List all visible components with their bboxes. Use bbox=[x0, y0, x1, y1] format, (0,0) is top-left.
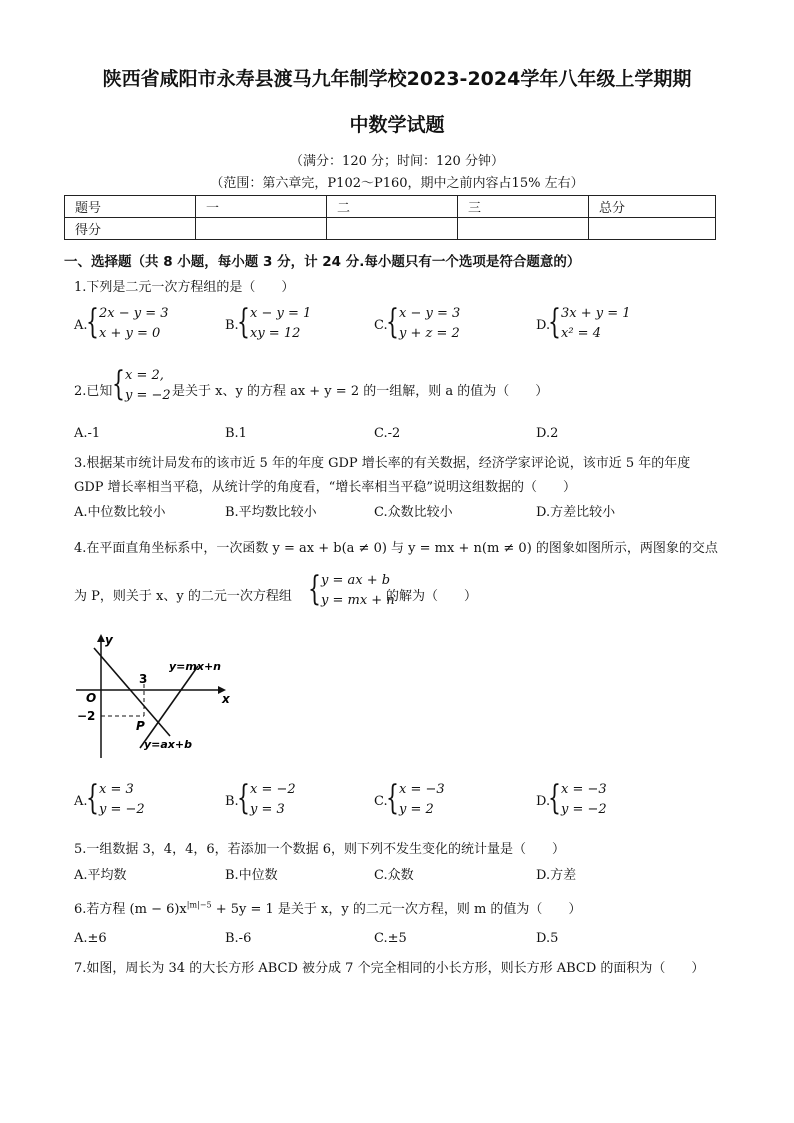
score-input-cell[interactable] bbox=[196, 218, 327, 240]
q4-option-a-label: A. bbox=[74, 794, 88, 809]
question-4-suffix: 的解为（ ） bbox=[386, 589, 478, 604]
y-axis-label: y bbox=[105, 633, 113, 647]
q3-option-a: A.中位数比较小 bbox=[74, 505, 166, 520]
question-2-suffix: 是关于 x、y 的方程 ax + y = 2 的一组解，则 a 的值为（ ） bbox=[172, 384, 549, 399]
q2-option-c: C.-2 bbox=[374, 426, 401, 441]
question-3-line1: 3.根据某市统计局发布的该市近 5 年的年度 GDP 增长率的有关数据，经济学家评论说，该市近 5 年的年度 bbox=[74, 456, 691, 471]
q1-option-c-label: C. bbox=[374, 318, 388, 333]
q5-option-b: B.中位数 bbox=[225, 868, 278, 883]
q3-option-c: C.众数比较小 bbox=[374, 505, 453, 520]
score-input-cell[interactable] bbox=[327, 218, 458, 240]
line-label-mx-n: y=mx+n bbox=[169, 660, 221, 673]
q2-option-b: B.1 bbox=[225, 426, 247, 441]
q3-option-b: B.平均数比较小 bbox=[225, 505, 317, 520]
q5-option-a: A.平均数 bbox=[74, 868, 127, 883]
q5-option-c: C.众数 bbox=[374, 868, 414, 883]
question-3-line2: GDP 增长率相当平稳，从统计学的角度看，“增长率相当平稳”说明这组数据的（ ） bbox=[74, 480, 576, 495]
q6-option-c: C.±5 bbox=[374, 931, 407, 946]
q6-exponent: |m|−5 bbox=[186, 900, 212, 910]
q6-option-d: D.5 bbox=[536, 931, 559, 946]
line-label-ax-b: y=ax+b bbox=[144, 738, 192, 751]
q2-option-a: A.-1 bbox=[74, 426, 101, 441]
page-title-line1: 陕西省咸阳市永寿县渡马九年制学校2023-2024学年八年级上学期期 bbox=[102, 68, 692, 90]
q4-option-b-label: B. bbox=[225, 794, 239, 809]
q4-option-c-label: C. bbox=[374, 794, 388, 809]
table-cell: 题号 bbox=[65, 196, 196, 218]
y-axis-arrow-icon bbox=[97, 634, 105, 642]
q2-option-d: D.2 bbox=[536, 426, 559, 441]
section-heading: 一、选择题（共 8 小题，每小题 3 分，计 24 分.每小题只有一个选项是符合题意的） bbox=[64, 254, 581, 270]
question-2-prefix: 2.已知 bbox=[74, 384, 113, 399]
question-1-stem: 1.下列是二元一次方程组的是（ ） bbox=[74, 280, 295, 295]
q4-option-d-label: D. bbox=[536, 794, 551, 809]
page-title-line2: 中数学试题 bbox=[349, 114, 445, 136]
q6-option-a: A.±6 bbox=[74, 931, 107, 946]
question-4-line1: 4.在平面直角坐标系中，一次函数 y = ax + b(a ≠ 0) 与 y = mx + n(m ≠ 0) 的图象如图所示，两图象的交点 bbox=[74, 541, 718, 556]
table-cell: 一 bbox=[196, 196, 327, 218]
q5-option-d: D.方差 bbox=[536, 868, 577, 883]
origin-label: O bbox=[86, 691, 97, 705]
q4-graph bbox=[74, 630, 234, 765]
score-input-cell[interactable] bbox=[589, 218, 716, 240]
question-4-prefix: 为 P，则关于 x、y 的二元一次方程组 bbox=[74, 589, 292, 604]
score-table-header-row bbox=[65, 196, 716, 218]
x-axis-label: x bbox=[222, 692, 230, 706]
score-input-cell[interactable] bbox=[458, 218, 589, 240]
table-cell: 三 bbox=[458, 196, 589, 218]
score-table-score-row bbox=[65, 218, 716, 240]
score-table bbox=[64, 195, 716, 240]
table-cell: 总分 bbox=[589, 196, 716, 218]
tick-label-y: −2 bbox=[77, 709, 96, 723]
question-5-stem: 5.一组数据 3，4，4，6，若添加一个数据 6，则下列不发生变化的统计量是（ ） bbox=[74, 842, 566, 857]
question-6-stem bbox=[74, 898, 581, 917]
table-cell: 二 bbox=[327, 196, 458, 218]
tick-label-x: 3 bbox=[139, 672, 148, 686]
exam-meta: （满分：120 分；时间：120 分钟） bbox=[290, 154, 504, 169]
q1-option-d-label: D. bbox=[536, 318, 551, 333]
q3-option-d: D.方差比较小 bbox=[536, 505, 616, 520]
q1-option-a-label: A. bbox=[74, 318, 88, 333]
q6-stem-part-a: 6.若方程 (m − 6)x bbox=[74, 902, 187, 917]
q6-option-b: B.-6 bbox=[225, 931, 252, 946]
question-7-stem: 7.如图，周长为 34 的大长方形 ABCD 被分成 7 个完全相同的小长方形，则长方形 ABCD 的面积为（ ） bbox=[74, 961, 705, 976]
table-cell: 得分 bbox=[65, 218, 196, 240]
point-p-label: P bbox=[136, 719, 145, 733]
exam-scope: （范围：第六章完，P102～P160，期中之前内容占15% 左右） bbox=[210, 176, 584, 191]
q6-stem-part-b: + 5y = 1 是关于 x，y 的二元一次方程，则 m 的值为（ ） bbox=[211, 902, 582, 917]
q1-option-b-label: B. bbox=[225, 318, 239, 333]
